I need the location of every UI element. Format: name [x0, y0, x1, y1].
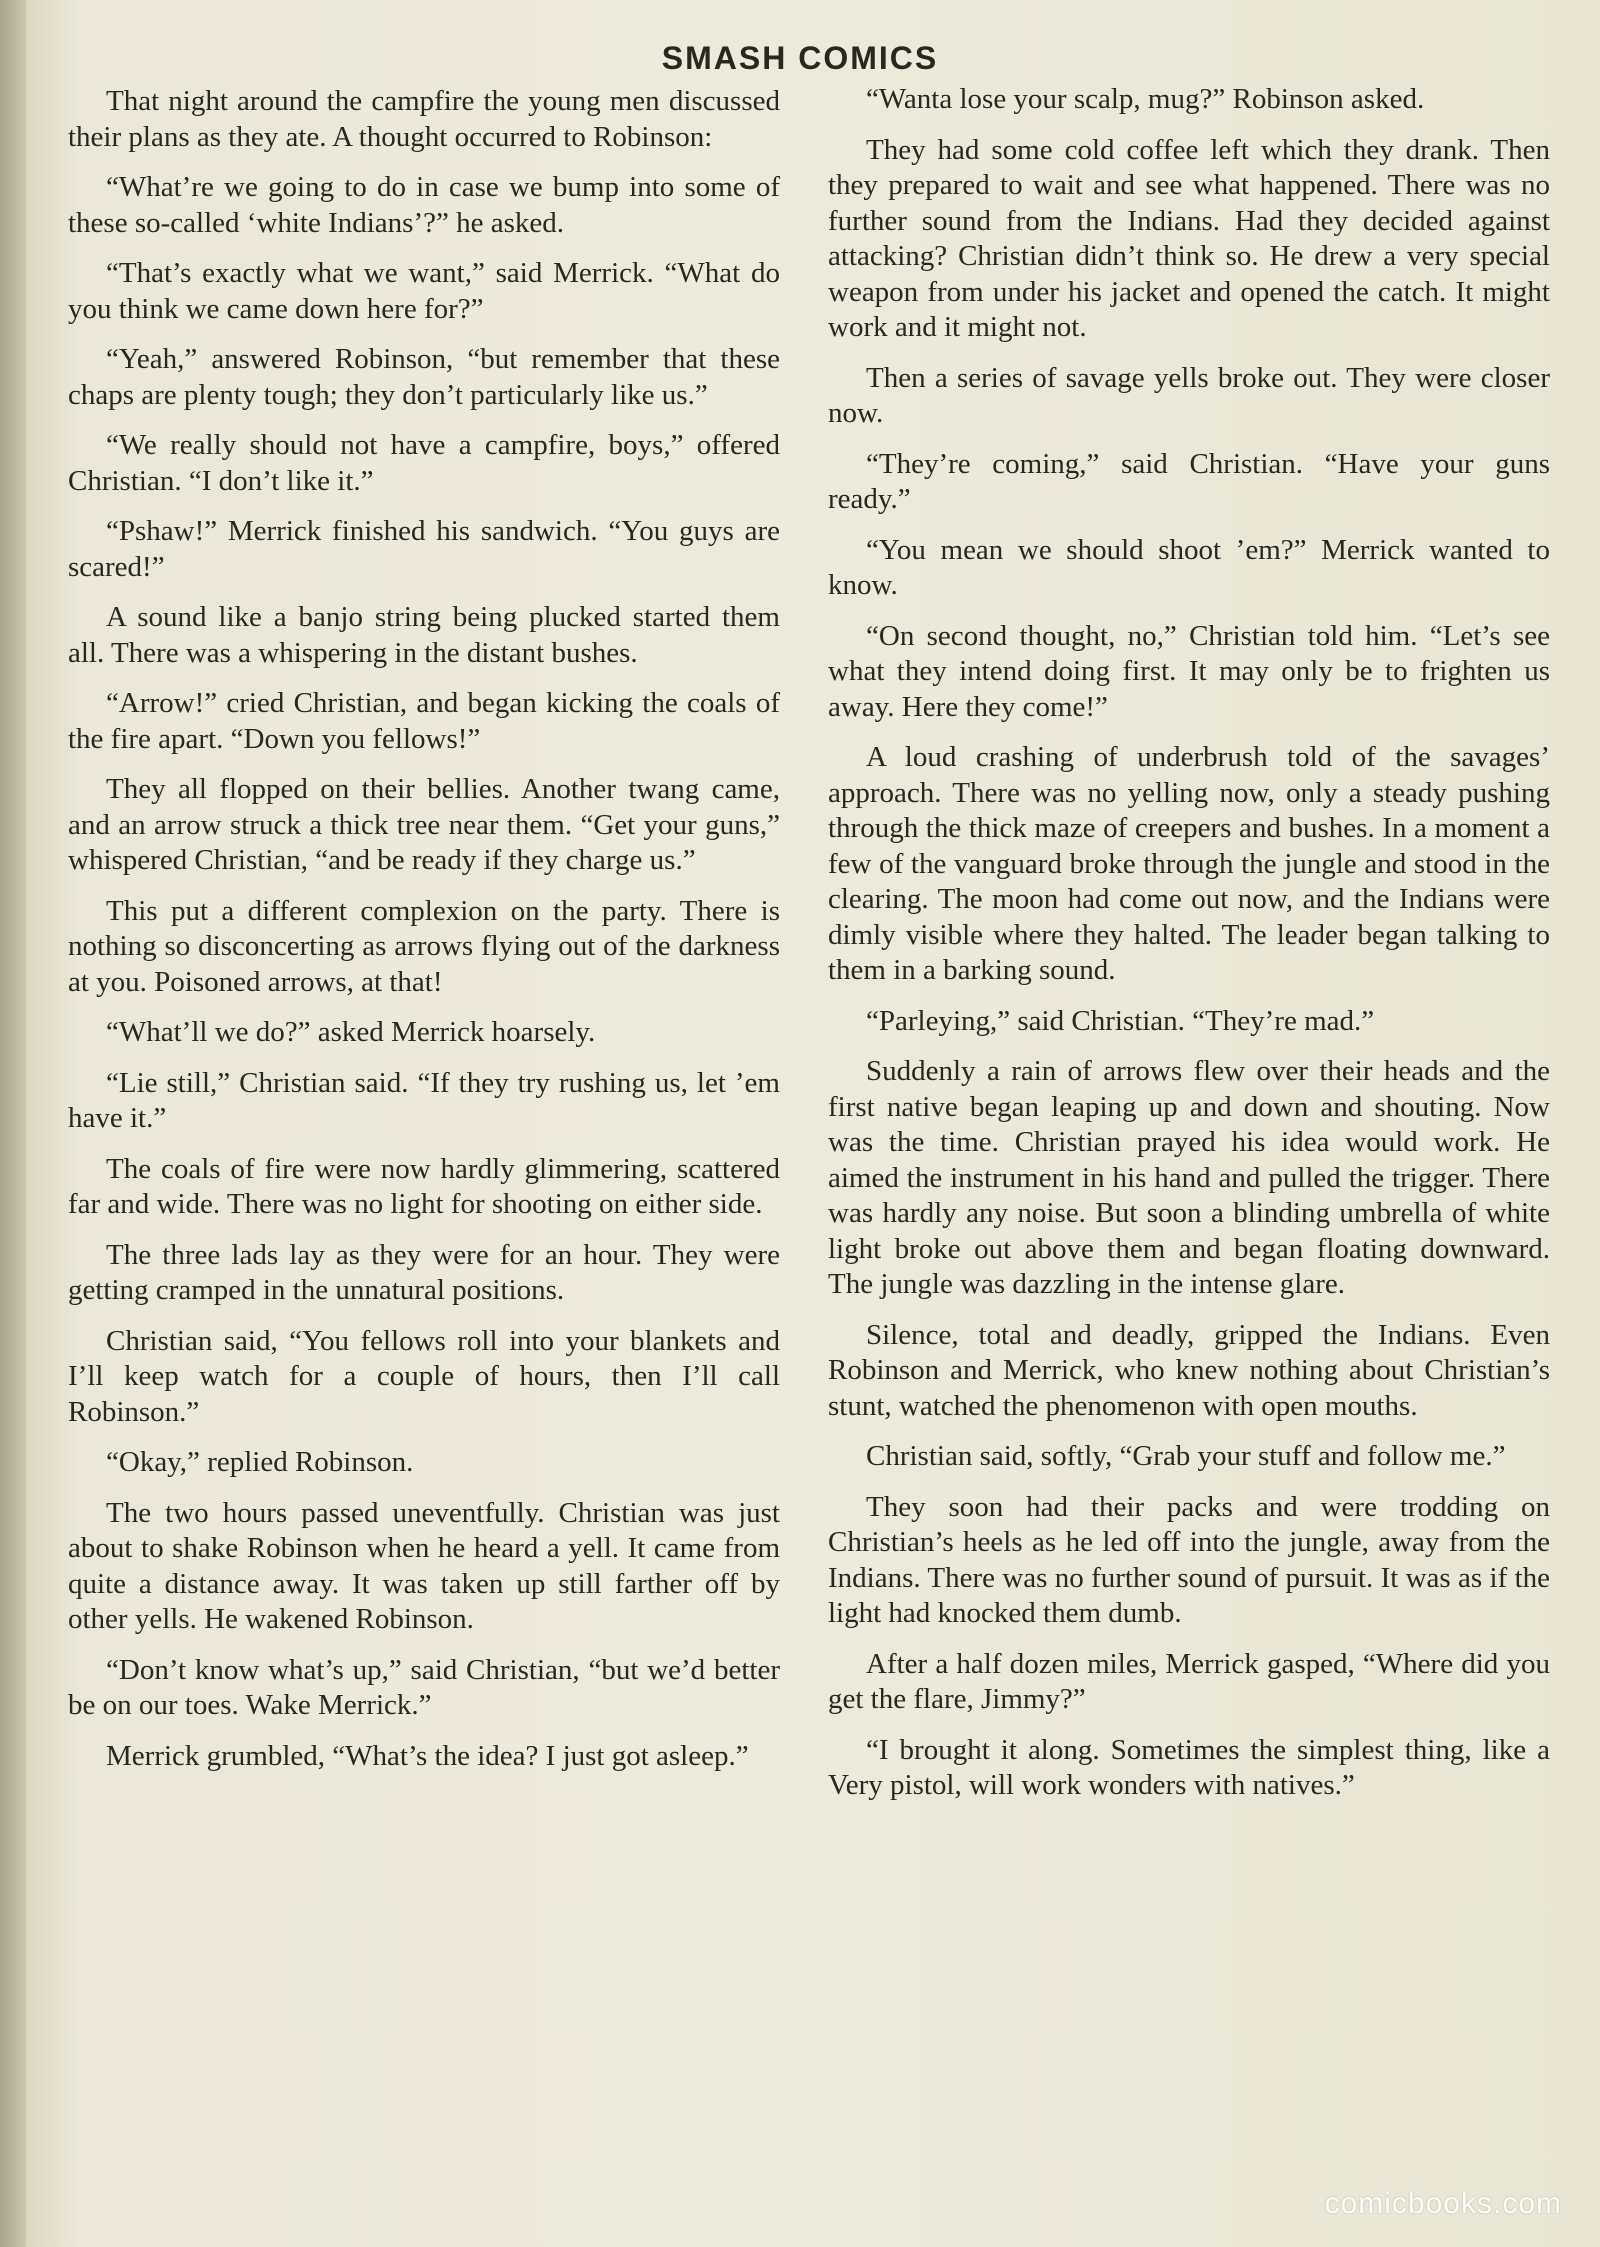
paragraph: The three lads lay as they were for an hour. They were getting cramped in the unnatural positions.: [68, 1238, 780, 1306]
paragraph: That night around the campfire the young men discussed their plans as they ate. A thought occurred to Robinson:: [68, 85, 780, 153]
paragraph: “Yeah,” answered Robinson, “but remember that these chaps are plenty tough; they don’t particularly like us.”: [68, 343, 780, 411]
paragraph: “Pshaw!” Merrick finished his sandwich. “You guys are scared!”: [68, 515, 780, 583]
paragraph: This put a different complexion on the party. There is nothing so disconcerting as arrows flying out of the darkness at you. Poisoned arrows, at that!: [68, 894, 780, 998]
paragraph: They soon had their packs and were trodding on Christian’s heels as he led off into the jungle, away from the Indians. There was no further sound of pursuit. It was as if the light had knocked them dumb.: [828, 1490, 1550, 1629]
paragraph: Christian said, “You fellows roll into your blankets and I’ll keep watch for a couple of hours, then I’ll call Robinson.”: [68, 1324, 780, 1428]
paragraph: They had some cold coffee left which they drank. Then they prepared to wait and see what happened. There was no further sound from the Indians. Had they decided against attacking? Christian didn’t think so. He drew a very special weapon from under his jacket and opened the catch. It might work and it might not.: [828, 133, 1550, 343]
paragraph: “Parleying,” said Christian. “They’re mad.”: [866, 1004, 1375, 1037]
right-text-column: [828, 82, 1550, 2212]
page-header-title: SMASH COMICS: [661, 40, 939, 76]
left-text-column: [68, 84, 780, 2214]
paragraph: “Arrow!” cried Christian, and began kicking the coals of the fire apart. “Down you fellows!”: [68, 687, 780, 755]
paragraph: “We really should not have a campfire, boys,” offered Christian. “I don’t like it.”: [68, 429, 780, 497]
paragraph: They all flopped on their bellies. Another twang came, and an arrow struck a thick tree near them. “Get your guns,” whispered Christian, “and be ready if they charge us.”: [68, 773, 780, 876]
site-watermark: comicbooks.com: [1324, 2187, 1562, 2220]
page-binding-gutter: [0, 0, 26, 2247]
paragraph: Merrick grumbled, “What’s the idea? I just got asleep.”: [106, 1739, 749, 1772]
paragraph: “They’re coming,” said Christian. “Have your guns ready.”: [828, 447, 1550, 515]
paragraph: The two hours passed uneventfully. Christian was just about to shake Robinson when he heard a yell. It came from quite a distance away. It was taken up still farther off by other yells. He wakened Robinson.: [68, 1496, 780, 1635]
paragraph: “That’s exactly what we want,” said Merrick. “What do you think we came down here for?”: [68, 257, 780, 325]
paragraph: “I brought it along. Sometimes the simplest thing, like a Very pistol, will work wonders with natives.”: [828, 1733, 1550, 1801]
paragraph: “Okay,” replied Robinson.: [106, 1446, 414, 1478]
paragraph: Suddenly a rain of arrows flew over their heads and the first native began leaping up and down and shouting. Now was the time. Christian prayed his idea would work. He aimed the instrument in his hand and pulled the trigger. There was hardly any noise. But soon a blinding umbrella of white light broke out above them and began floating downward. The jungle was dazzling in the intense glare.: [828, 1055, 1550, 1300]
paragraph: Christian said, softly, “Grab your stuff and follow me.”: [866, 1440, 1506, 1472]
paragraph: A sound like a banjo string being plucked started them all. There was a whispering in the distant bushes.: [68, 601, 780, 669]
paragraph: After a half dozen miles, Merrick gasped, “Where did you get the flare, Jimmy?”: [828, 1647, 1550, 1715]
paragraph: “Don’t know what’s up,” said Christian, “but we’d better be on our toes. Wake Merrick.”: [68, 1653, 780, 1721]
paragraph: “Wanta lose your scalp, mug?” Robinson asked.: [866, 83, 1425, 115]
paragraph: “What’ll we do?” asked Merrick hoarsely.: [106, 1016, 596, 1048]
paragraph: A loud crashing of underbrush told of the savages’ approach. There was no yelling now, only a steady pushing through the thick maze of creepers and bushes. In a moment a few of the vanguard broke through the jungle and stood in the clearing. The moon had come out now, and the Indians were dimly visible where they halted. The leader began talking to them in a barking sound.: [828, 741, 1550, 986]
paragraph: “On second thought, no,” Christian told him. “Let’s see what they intend doing first. It may only be to frighten us away. Here they come!”: [828, 619, 1550, 723]
paragraph: The coals of fire were now hardly glimmering, scattered far and wide. There was no light for shooting on either side.: [68, 1152, 780, 1220]
paragraph: Silence, total and deadly, gripped the Indians. Even Robinson and Merrick, who knew nothing about Christian’s stunt, watched the phenomenon with open mouths.: [828, 1318, 1550, 1422]
paragraph: “What’re we going to do in case we bump into some of these so-called ‘white Indians’?” he asked.: [68, 171, 780, 239]
paragraph: Then a series of savage yells broke out. They were closer now.: [828, 361, 1550, 429]
paragraph: “Lie still,” Christian said. “If they try rushing us, let ’em have it.”: [68, 1066, 780, 1134]
paragraph: “You mean we should shoot ’em?” Merrick wanted to know.: [828, 533, 1550, 601]
